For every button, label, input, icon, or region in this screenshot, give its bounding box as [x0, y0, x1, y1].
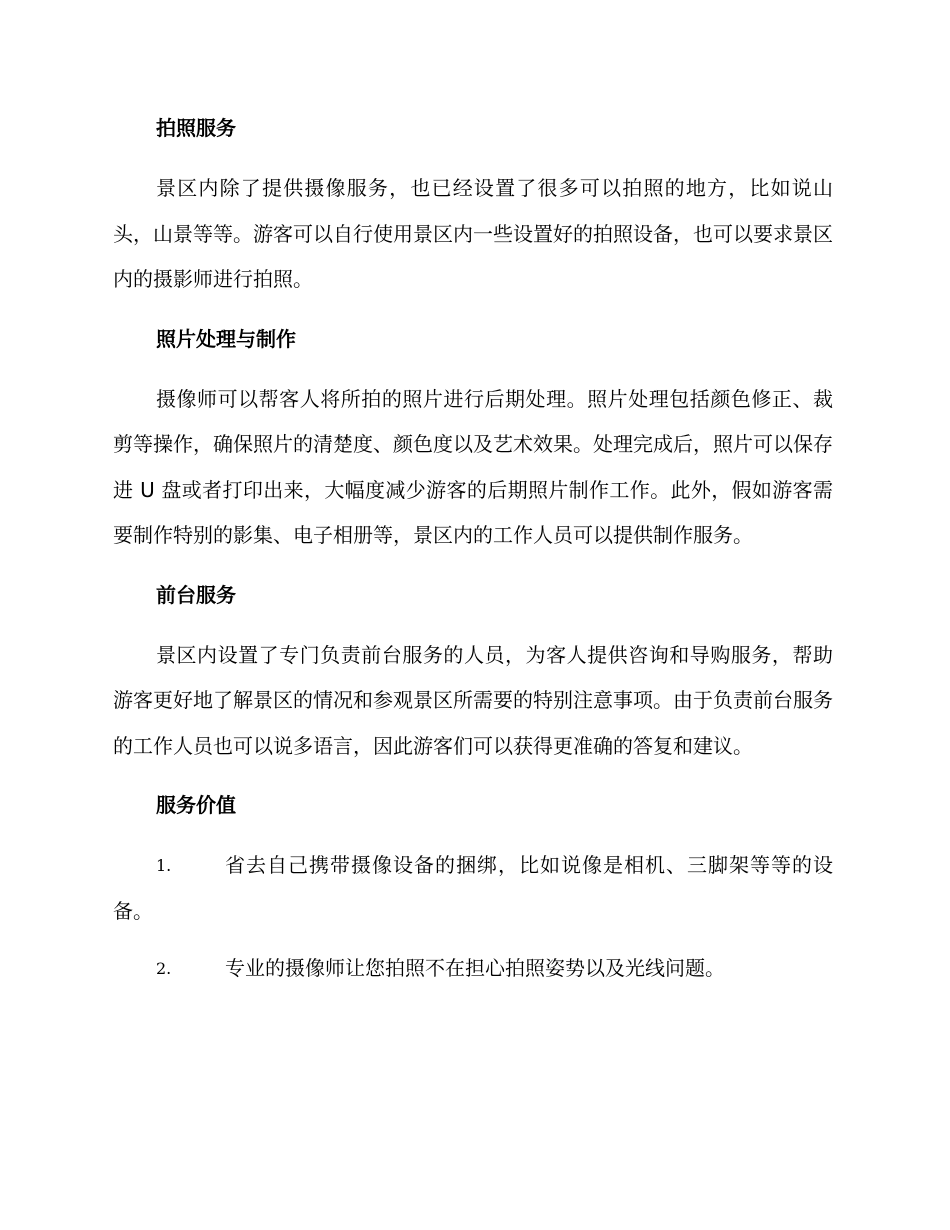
section-heading: 前台服务 — [156, 582, 236, 607]
section-heading: 服务价值 — [156, 793, 236, 817]
section-front-desk — [113, 579, 833, 770]
document-body — [113, 112, 833, 1004]
section-heading: 拍照服务 — [156, 116, 236, 140]
section-service-value — [113, 789, 833, 992]
section-paragraph: 景区内除了提供摄像服务，也已经设置了很多可以拍照的地方，比如说山头，山景等等。游客可以自行使用景区内一些设置好的拍照设备，也可以要求景区内的摄影师进行拍照。 — [113, 176, 833, 291]
section-heading: 照片处理与制作 — [156, 326, 296, 351]
list-item-text: 专业的摄像师让您拍照不在担心拍照姿势以及光线问题。 — [225, 956, 725, 980]
list-item-text: 省去自己携带摄像设备的捆绑，比如说像是相机、三脚架等等的设备。 — [113, 853, 833, 923]
list-item — [113, 946, 833, 992]
list-item-number: 2. — [156, 959, 172, 978]
section-paragraph: 景区内设置了专门负责前台服务的人员，为客人提供咨询和导购服务，帮助游客更好地了解景区的情况和参观景区所需要的特别注意事项。由于负责前台服务的工作人员也可以说多语言，因此游客们可以获得更准确的答复和建议。 — [113, 642, 833, 758]
section-photo-service — [113, 112, 833, 303]
list-item-number: 1. — [156, 856, 172, 875]
list-item — [113, 843, 833, 934]
section-paragraph: 摄像师可以帮客人将所拍的照片进行后期处理。照片处理包括颜色修正、裁剪等操作，确保照片的清楚度、颜色度以及艺术效果。处理完成后，照片可以保存进 U 盘或者打印出来，大幅度减少游客的后期照片制作工作。此外，假如游客需要制作特别的影集、电子相册等，景区内的工作人员可以提供制作服务。 — [113, 386, 833, 547]
section-photo-processing — [113, 323, 833, 559]
